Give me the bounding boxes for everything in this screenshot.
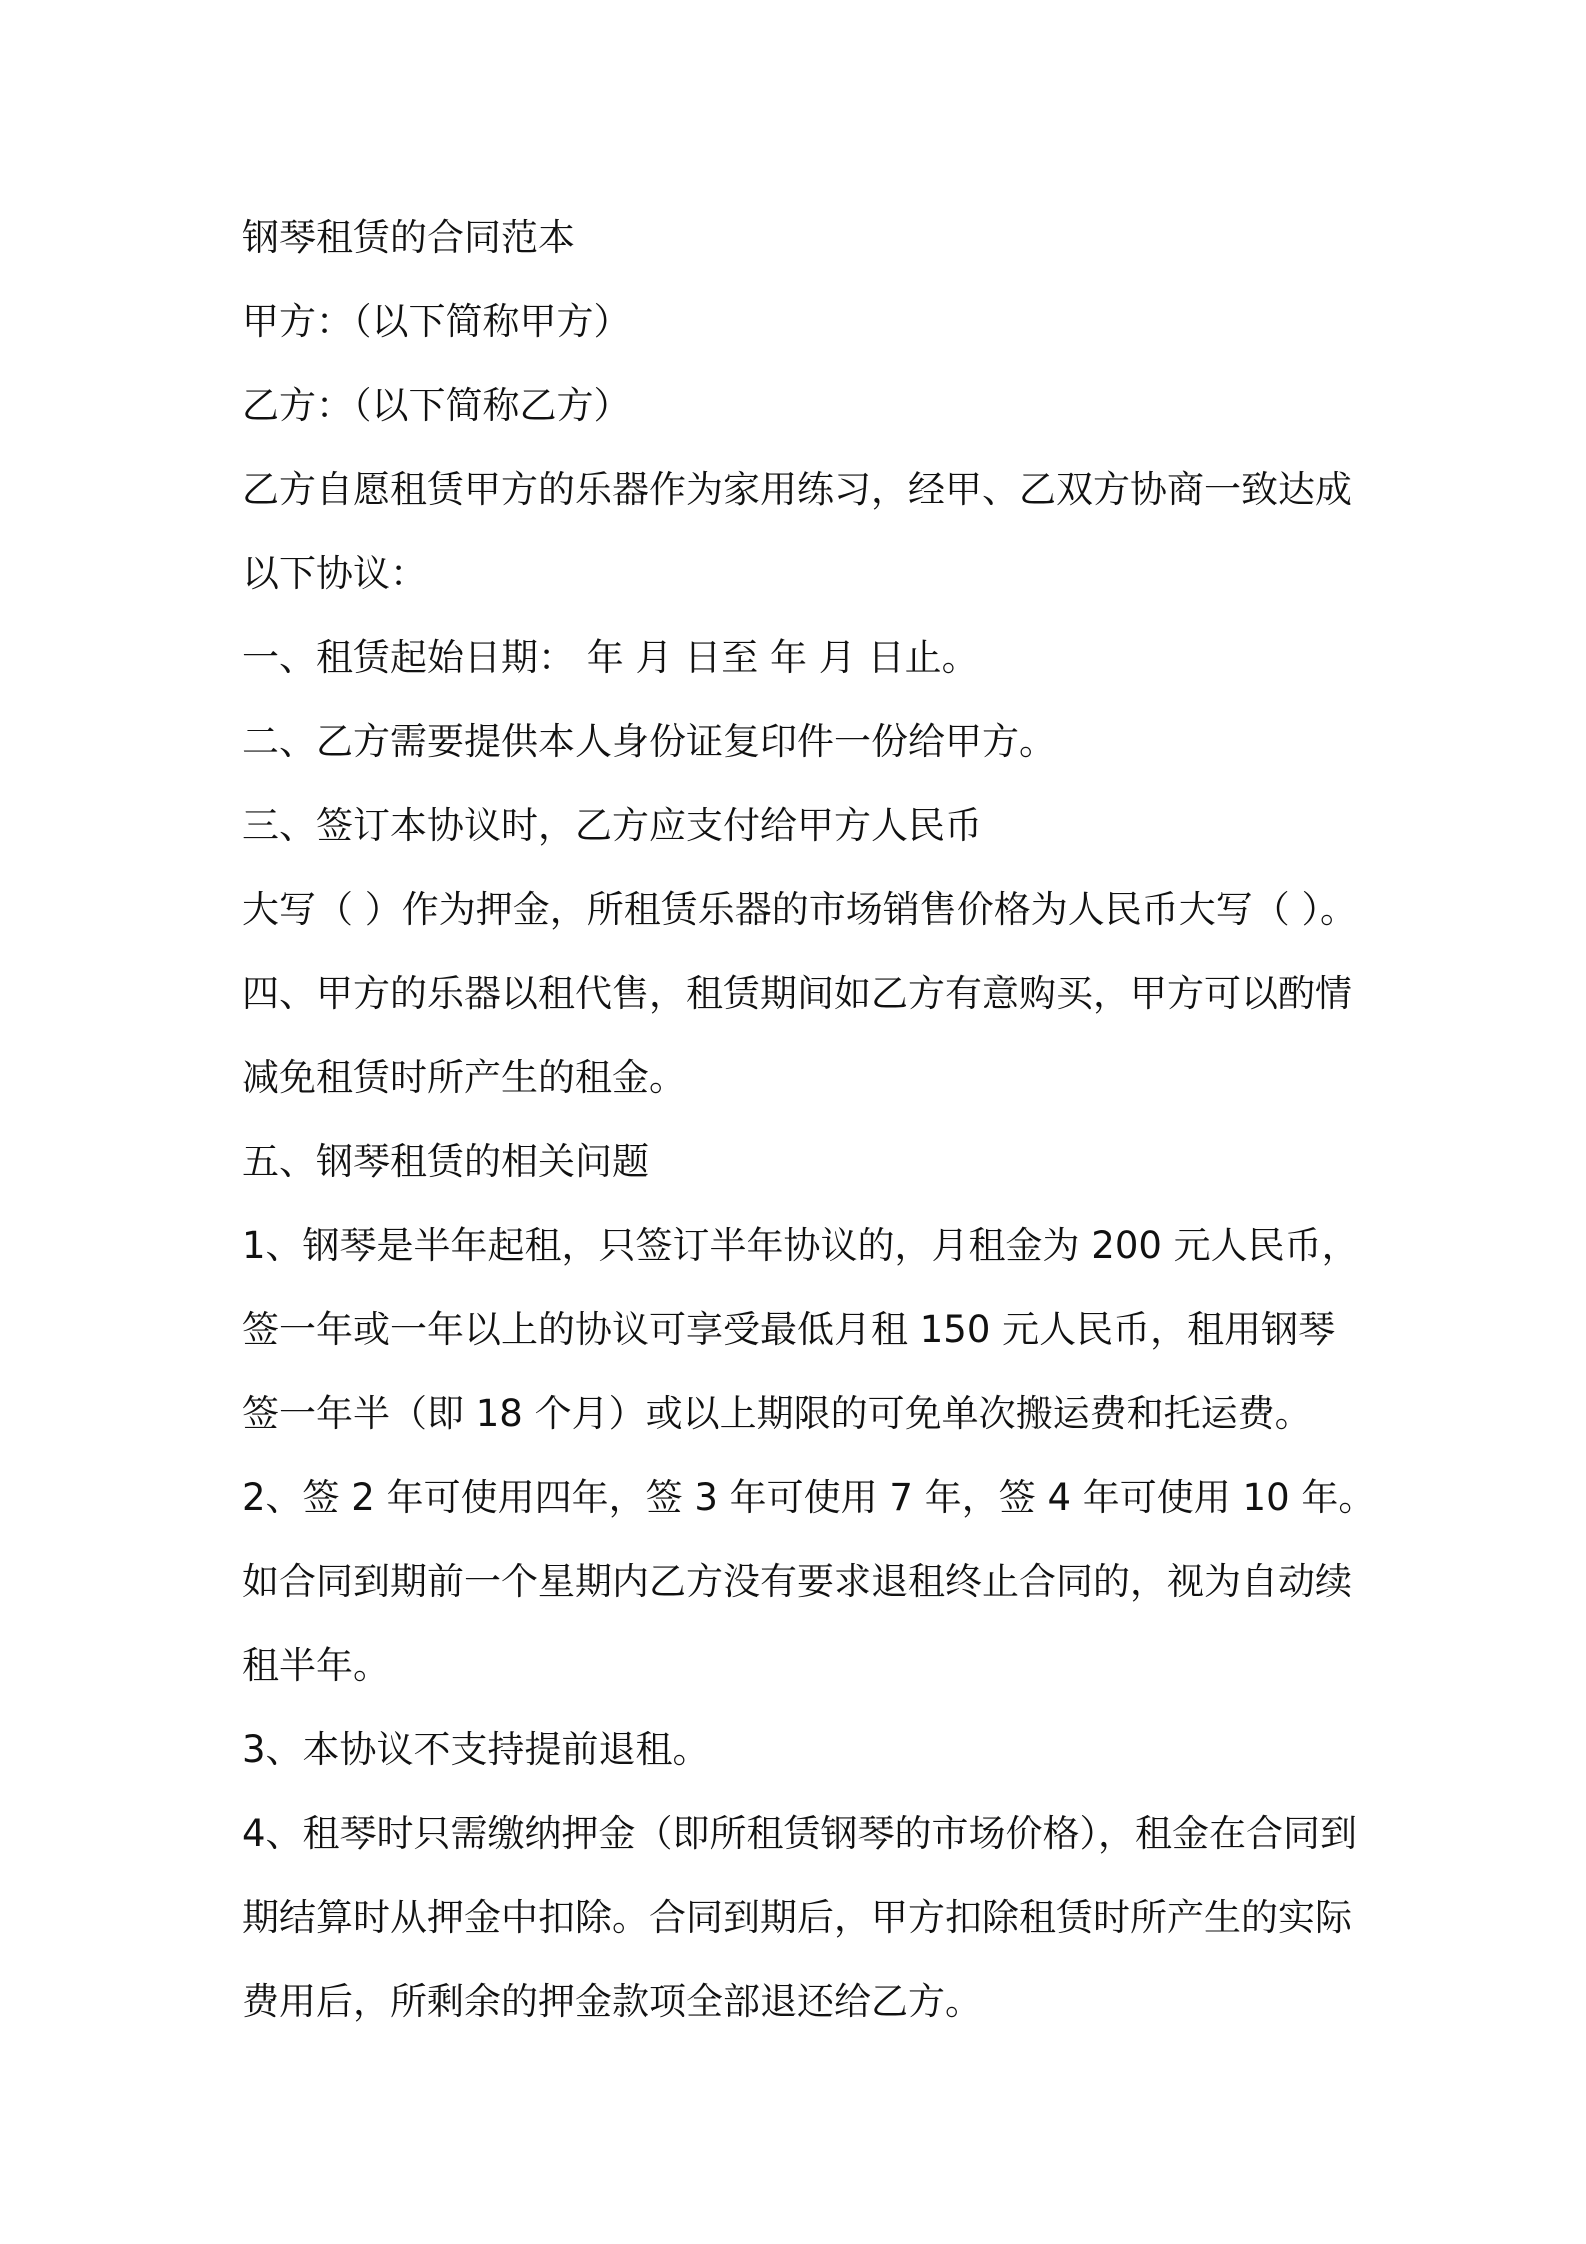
intro-line-1: 乙方自愿租赁甲方的乐器作为家用练习，经甲、乙双方协商一致达成 bbox=[242, 468, 1352, 511]
item-1-line-3: 签一年半（即 18 个月）或以上期限的可免单次搬运费和托运费。 bbox=[242, 1392, 1312, 1435]
item-4-line-1: 4、租琴时只需缴纳押金（即所租赁钢琴的市场价格），租金在合同到 bbox=[242, 1812, 1358, 1855]
item-2-line-1: 2、签 2 年可使用四年，签 3 年可使用 7 年，签 4 年可使用 10 年。 bbox=[242, 1476, 1376, 1519]
clause-3-line-2: 大写（ ）作为押金，所租赁乐器的市场销售价格为人民币大写（ ）。 bbox=[242, 888, 1358, 931]
item-1-line-2: 签一年或一年以上的协议可享受最低月租 150 元人民币，租用钢琴 bbox=[242, 1308, 1336, 1351]
item-1-line-1: 1、钢琴是半年起租，只签订半年协议的，月租金为 200 元人民币， bbox=[242, 1224, 1359, 1267]
clause-4-line-2: 减免租赁时所产生的租金。 bbox=[242, 1056, 686, 1099]
document-title: 钢琴租赁的合同范本 bbox=[242, 216, 575, 259]
party-b-line: 乙方：（以下简称乙方） bbox=[242, 384, 631, 427]
item-4-line-2: 期结算时从押金中扣除。合同到期后，甲方扣除租赁时所产生的实际 bbox=[242, 1896, 1352, 1939]
clause-2: 二、乙方需要提供本人身份证复印件一份给甲方。 bbox=[242, 720, 1056, 763]
clause-1: 一、租赁起始日期： 年 月 日至 年 月 日止。 bbox=[242, 636, 979, 679]
item-4-line-3: 费用后，所剩余的押金款项全部退还给乙方。 bbox=[242, 1980, 982, 2023]
item-3: 3、本协议不支持提前退租。 bbox=[242, 1728, 710, 1771]
clause-4-line-1: 四、甲方的乐器以租代售，租赁期间如乙方有意购买，甲方可以酌情 bbox=[242, 972, 1352, 1015]
item-2-line-2: 如合同到期前一个星期内乙方没有要求退租终止合同的，视为自动续 bbox=[242, 1560, 1352, 1603]
clause-5-heading: 五、钢琴租赁的相关问题 bbox=[242, 1140, 649, 1183]
intro-line-2: 以下协议： bbox=[242, 552, 427, 595]
document-body bbox=[242, 196, 1376, 2044]
party-a-line: 甲方：（以下简称甲方） bbox=[242, 300, 631, 343]
item-2-line-3: 租半年。 bbox=[242, 1644, 390, 1687]
clause-3-line-1: 三、签订本协议时，乙方应支付给甲方人民币 bbox=[242, 804, 982, 847]
